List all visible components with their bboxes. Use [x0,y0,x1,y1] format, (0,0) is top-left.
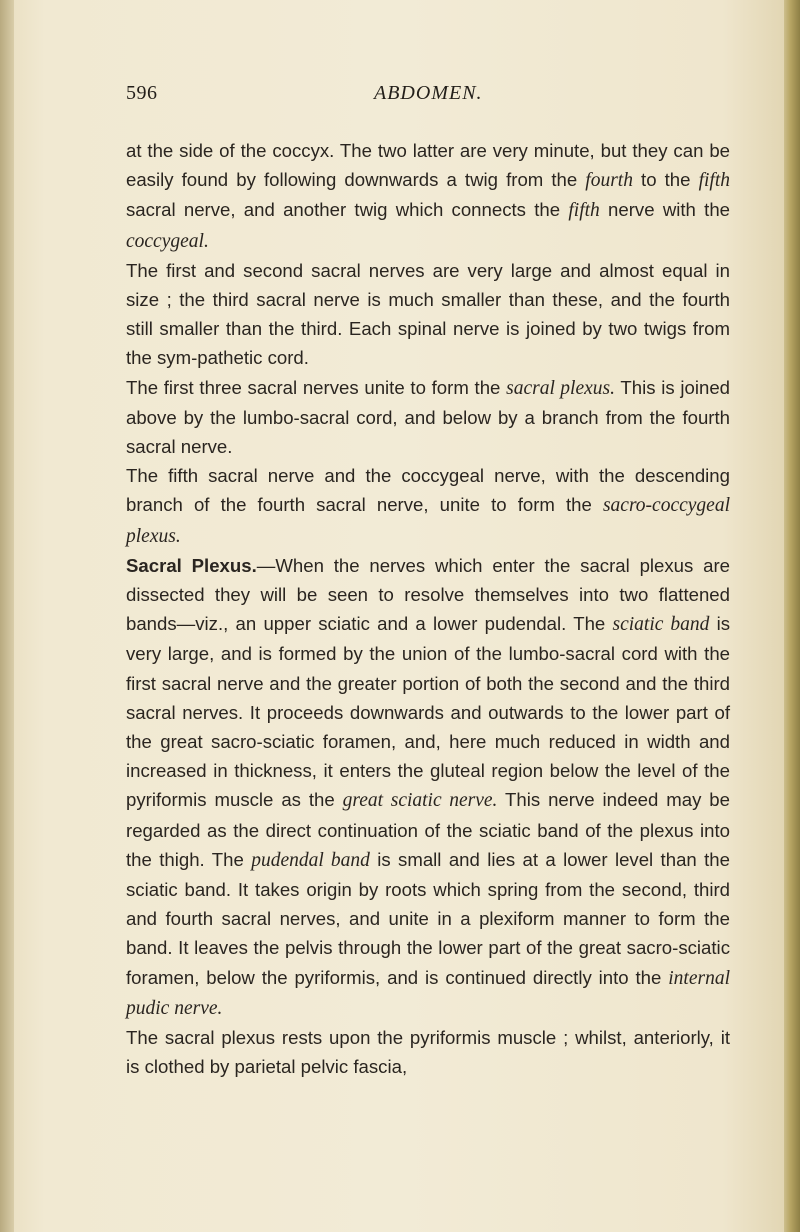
paragraph-2: The first and second sacral nerves are very large and almost equal in size ; the third sacral nerve is much smaller than these, and the fourth still smaller than the third. Each spinal nerve is joined by two twigs from the sym-pathetic cord. [126,259,730,369]
page-edge [784,0,800,1232]
text-run: This nerve indeed may be regarded as the direct continuation of the sciatic band of the plexus into the thigh. The [126,789,730,870]
italic-term: great sciatic nerve. [342,790,498,812]
paragraph-3 [126,373,730,462]
italic-term: fifth [698,170,730,192]
italic-term: fourth [585,170,633,192]
paragraph-5 [126,551,730,1023]
italic-term: sacro-coccygeal plexus. [126,495,730,547]
text-run: at the side of the coccyx. The two latter are very minute, but they can be easily found by following downwards a twig from the [126,140,730,191]
paragraph-6: The sacral plexus rests upon the pyriformis muscle ; whilst, anteriorly, it is clothed by parietal pelvic fascia, [126,1027,730,1078]
italic-term: internal pudic nerve. [126,967,730,1019]
book-gutter [0,0,14,1232]
running-head: ABDOMEN. [374,82,483,104]
italic-term: sacral plexus. [506,377,615,399]
italic-term: pudendal band [251,849,370,871]
paragraph-4 [126,461,730,551]
page-number: 596 [126,82,158,104]
text-run: —When the nerves which enter the sacral plexus are dissected they will be seen to resolve themselves into two flattened bands—viz., an upper sciatic and a lower pudendal. The [126,554,730,635]
text-run: The fifth sacral nerve and the coccygeal nerve, with the descending branch of the fourth sacral nerve, unite to form the [126,465,730,516]
text-run: sacral nerve, and another twig which connects the [126,199,569,221]
section-heading: Sacral Plexus. [126,554,257,576]
text-run: This is joined above by the lumbo-sacral cord, and below by a branch from the fourth sacral nerve. [126,376,731,458]
italic-term: coccygeal. [126,230,209,252]
text-run: nerve with the [599,199,730,221]
body-text [126,136,730,1082]
text-run: is very large, and is formed by the union of the lumbo-sacral cord with the first sacral nerve and the greater portion of both the second and the third sacral nerves. It proceeds downwards and outwards to the lower part of the great sacro-sciatic foramen, and, here much reduced in width and increased in thickness, it enters the gluteal region below the level of the pyriformis muscle as the [126,613,731,811]
paragraph-1 [126,136,730,256]
text-run: The first three sacral nerves unite to form the [126,376,507,398]
text-run: is small and lies at a lower level than the sciatic band. It takes origin by roots which spring from the second, third and fourth sacral nerves, and unite in a plexiform manner to form the band. It leaves the pelvis through the lower part of the great sacro-sciatic foramen, below the pyriformis, and is continued directly into the [126,848,730,988]
page-header [0,82,800,112]
italic-term: sciatic band [612,614,710,636]
italic-term: fifth [568,200,600,222]
text-run: to the [632,169,699,191]
